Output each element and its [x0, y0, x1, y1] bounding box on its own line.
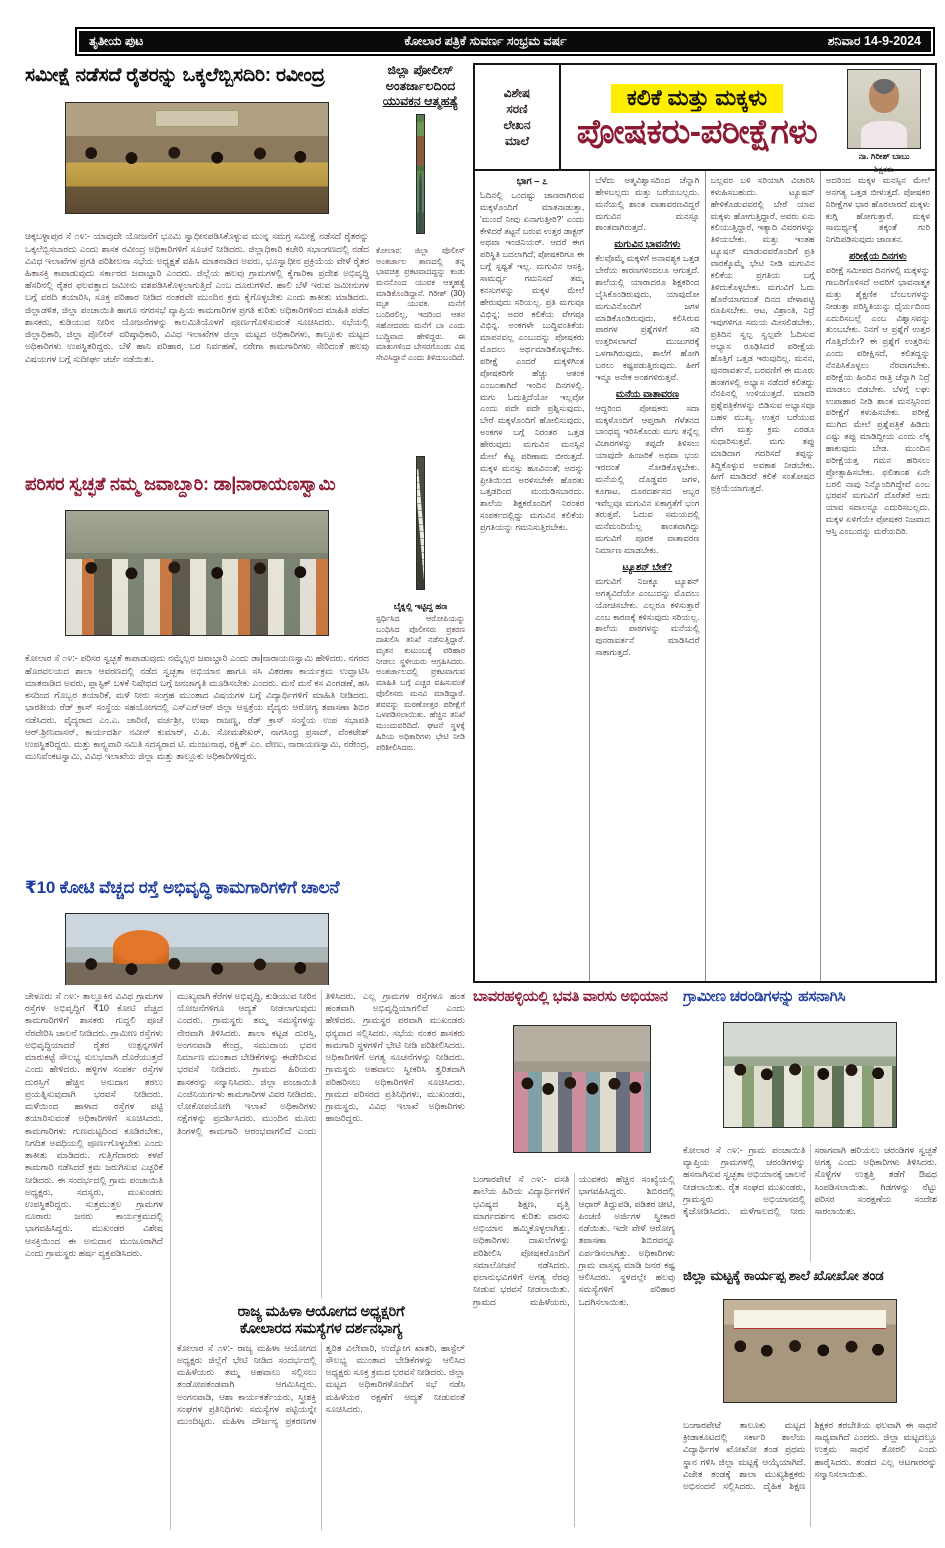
women-body: ಕೋಲಾರ ಸೆ ೧೪:- ರಾಜ್ಯ ಮಹಿಳಾ ಆಯೋಗದ ಅಧ್ಯಕ್ಷರು ಜಿಲ್ಲೆಗೆ ಭೇಟಿ ನೀಡಿದ ಸಂದರ್ಭದಲ್ಲಿ ಮಹಿಳೆಯರು ತಮ್ಮ ಅಹವಾಲು ಸಲ್ಲಿಸಲು ತಂಡೋಪತಂಡವಾಗಿ ಆಗಮಿಸಿದ್ದರು. ಅಂಗನವಾಡಿ, ಆಶಾ ಕಾರ್ಯಕರ್ತೆಯರು, ಸ್ತ್ರೀಶಕ್ತಿ ಸಂಘಗಳ ಪ್ರತಿನಿಧಿಗಳು ಸಮಸ್ಯೆಗಳ ಪಟ್ಟಿಯನ್ನೇ ಮುಂದಿಟ್ಟರು. ಮಹಿಳಾ ದೌರ್ಜನ್ಯ ಪ್ರಕರಣಗಳ ತ್ವರಿತ ವಿಲೇವಾರಿ, ಉದ್ಯೋಗ ಖಾತರಿ, ಹಾಸ್ಟೆಲ್ ಸೌಲಭ್ಯ ಮುಂತಾದ ಬೇಡಿಕೆಗಳನ್ನು ಆಲಿಸಿದ ಅಧ್ಯಕ್ಷರು ಸೂಕ್ತ ಕ್ರಮದ ಭರವಸೆ ನೀಡಿದರು. ಜಿಲ್ಲಾ ಮಟ್ಟದ ಅಧಿಕಾರಿಗಳೊಂದಿಗೆ ಸಭೆ ನಡೆಸಿ ಮಹಿಳೆಯರ ರಕ್ಷಣೆಗೆ ಆದ್ಯತೆ ನೀಡುವಂತೆ ಸೂಚಿಸಿದರು.: [177, 1342, 465, 1427]
series-subhead-home-environment: ಮನೆಯ ವಾತಾವರಣ: [615, 388, 679, 400]
left-zone: [25, 63, 465, 1530]
main-left-column: [25, 63, 369, 985]
masthead-bar: [79, 31, 931, 52]
series-author-role: ಶಿಕ್ಷಕರು: [873, 164, 895, 175]
article-bhavarahalli: [473, 989, 675, 1527]
roads-body-col1: ಚೇಳೂರು ಸೆ ೧೪:- ತಾಲ್ಲೂಕಿನ ವಿವಿಧ ಗ್ರಾಮಗಳ ರಸ್ತೆಗಳ ಅಭಿವೃದ್ಧಿಗೆ ₹10 ಕೋಟಿ ವೆಚ್ಚದ ಕಾಮಗಾರಿಗಳಿಗೆ ಶಾಸಕರು ಗುದ್ದಲಿ ಪೂಜೆ ನೆರವೇರಿಸಿ ಚಾಲನೆ ನೀಡಿದರು. ಗ್ರಾಮೀಣ ರಸ್ತೆಗಳು ಅಭಿವೃದ್ಧಿಯಾದರೆ ರೈತರ ಉತ್ಪನ್ನಗಳಿಗೆ ಮಾರುಕಟ್ಟೆ ಸೌಲಭ್ಯ ಸುಲಭವಾಗಿ ದೊರೆಯುತ್ತದೆ ಎಂದು ಹೇಳಿದರು. ಹಳ್ಳಿಗಳ ಸಂಪರ್ಕ ರಸ್ತೆಗಳ ದುರಸ್ತಿಗೆ ಹೆಚ್ಚಿನ ಅನುದಾನ ತರಲು ಪ್ರಯತ್ನಿಸುವುದಾಗಿ ಭರವಸೆ ನೀಡಿದರು. ಮಳೆಯಿಂದ ಹಾಳಾದ ರಸ್ತೆಗಳ ಪಟ್ಟಿ ತಯಾರಿಸುವಂತೆ ಅಧಿಕಾರಿಗಳಿಗೆ ಸೂಚಿಸಿದರು. ಕಾಮಗಾರಿಗಳು ಗುಣಮಟ್ಟದಿಂದ ಕೂಡಿರಬೇಕು, ನಿಗದಿತ ಅವಧಿಯಲ್ಲಿ ಪೂರ್ಣಗೊಳ್ಳಬೇಕು ಎಂದು ತಾಕೀತು ಮಾಡಿದರು. ಗುತ್ತಿಗೆದಾರರು ಕಳಪೆ ಕಾಮಗಾರಿ ನಡೆಸಿದರೆ ಕ್ರಮ ಜರುಗಿಸುವ ಎಚ್ಚರಿಕೆ ನೀಡಿದರು. ಈ ಸಂದರ್ಭದಲ್ಲಿ ಗ್ರಾಮ ಪಂಚಾಯಿತಿ ಅಧ್ಯಕ್ಷರು, ಸದಸ್ಯರು, ಮುಖಂಡರು ಉಪಸ್ಥಿತರಿದ್ದರು. ಸುತ್ತಮುತ್ತಲ ಗ್ರಾಮಗಳ ನೂರಾರು ಜನರು ಕಾರ್ಯಕ್ರಮದಲ್ಲಿ ಭಾಗವಹಿಸಿದ್ದರು. ಮುಖಂಡರ ವಿಶೇಷ ಆಸಕ್ತಿಯಿಂದ ಈ ಅನುದಾನ ಮಂಜೂರಾಗಿದೆ ಎಂದು ಗ್ರಾಮಸ್ಥರು ಹರ್ಷ ವ್ಯಕ್ತಪಡಿಸಿದರು.: [25, 991, 163, 1258]
bhavarahalli-headline: ಬಾವರಹಳ್ಳಿಯಲ್ಲಿ ಭವತಿ ವಾರಸು ಅಭಿಯಾನ: [473, 989, 668, 1005]
article-khokho: [683, 1268, 937, 1527]
masthead-date: ಶನಿವಾರ 14-9-2024: [827, 34, 921, 48]
bhavarahalli-photo: [513, 1025, 651, 1153]
roads-body-cols23: ಮುಖ್ಯವಾಗಿ ಕೆರೆಗಳ ಅಭಿವೃದ್ಧಿ, ಕುಡಿಯುವ ನೀರಿನ ಯೋಜನೆಗಳಿಗೂ ಆದ್ಯತೆ ನೀಡಲಾಗುವುದು ಎಂದರು. ಗ್ರಾಮಸ್ಥರು ತಮ್ಮ ಸಮಸ್ಯೆಗಳನ್ನು ನೇರವಾಗಿ ತಿಳಿಸಿದರು. ಶಾಲಾ ಕಟ್ಟಡ ದುರಸ್ತಿ, ಅಂಗನವಾಡಿ ಕೇಂದ್ರ, ಸಮುದಾಯ ಭವನ ನಿರ್ಮಾಣ ಮುಂತಾದ ಬೇಡಿಕೆಗಳನ್ನು ಈಡೇರಿಸುವ ಭರವಸೆ ನೀಡಿದರು. ಗ್ರಾಮದ ಹಿರಿಯರು ಶಾಸಕರನ್ನು ಸನ್ಮಾನಿಸಿದರು. ಜಿಲ್ಲಾ ಪಂಚಾಯಿತಿ ಎಂಜಿನಿಯರ್ಗಳು ಕಾಮಗಾರಿಗಳ ವಿವರ ನೀಡಿದರು. ಲೋಕೋಪಯೋಗಿ ಇಲಾಖೆ ಅಧಿಕಾರಿಗಳು ನಕ್ಷೆಗಳನ್ನು ಪ್ರದರ್ಶಿಸಿದರು. ಮುಂದಿನ ಮೂರು ತಿಂಗಳಲ್ಲಿ ಕಾಮಗಾರಿ ಆರಂಭವಾಗಲಿದೆ ಎಂದು ತಿಳಿಸಿದರು. ಎಲ್ಲ ಗ್ರಾಮಗಳ ರಸ್ತೆಗಳೂ ಹಂತ ಹಂತವಾಗಿ ಅಭಿವೃದ್ಧಿಯಾಗಲಿವೆ ಎಂದು ಹೇಳಿದರು. ಗ್ರಾಮಸ್ಥರ ಪರವಾಗಿ ಮುಖಂಡರು ಧನ್ಯವಾದ ಸಲ್ಲಿಸಿದರು. ಸಭೆಯ ನಂತರ ಶಾಸಕರು ಕಾಮಗಾರಿ ಸ್ಥಳಗಳಿಗೆ ಭೇಟಿ ನೀಡಿ ಪರಿಶೀಲಿಸಿದರು. ಅಧಿಕಾರಿಗಳಿಗೆ ಅಗತ್ಯ ಸೂಚನೆಗಳನ್ನು ನೀಡಿದರು. ಗ್ರಾಮಸ್ಥರು ಅಹವಾಲು ಸ್ವೀಕರಿಸಿ ತ್ವರಿತವಾಗಿ ಪರಿಹರಿಸಲು ಅಧಿಕಾರಿಗಳಿಗೆ ಸೂಚಿಸಿದರು. ಗ್ರಾಮದ ಪರಿಸರದ ಪ್ರತಿನಿಧಿಗಳು, ಮುಖಂಡರು, ಗ್ರಾಮಸ್ಥರು, ವಿವಿಧ ಇಲಾಖೆ ಅಧಿಕಾರಿಗಳು ಹಾಜರಿದ್ದರು.: [177, 991, 465, 1136]
women-headline-line2: ಕೋಲಾರದ ಸಮಸ್ಯೆಗಳ ದರ್ಶನಭಾಗ್ಯ: [239, 1321, 403, 1338]
roads-headline: ₹10 ಕೋಟಿ ವೆಚ್ಚದ ರಸ್ತೆ ಅಭಿವೃದ್ಧಿ ಕಾಮಗಾರಿಗಳಿಗೆ ಚಾಲನೆ: [25, 878, 340, 898]
bhavarahalli-photo-row: [473, 1009, 675, 1169]
police-headline: [376, 63, 465, 110]
series-subhead-child-feelings: ಮಗುವಿನ ಭಾವನೆಗಳು: [614, 239, 681, 251]
police-column: [376, 63, 465, 985]
series-part-label: ಭಾಗ – ೭: [516, 176, 548, 187]
series-header: [475, 65, 935, 175]
series-col2-text-d: ಮಗುವಿಗೆ ನಿಜಕ್ಕೂ ಟ್ಯೂಶನ್ ಅಗತ್ಯವಿದೆಯೇ ಎಂಬುದನ್ನು ಮೊದಲು ಯೋಚಿಸಬೇಕು. ಎಲ್ಲರೂ ಕಳಿಸುತ್ತಾರೆ ಎಂಬ ಕಾರಣಕ್ಕೆ ಕಳಿಸುವುದು ಸರಿಯಲ್ಲ. ಶಾಲೆಯ ಪಾಠಗಳನ್ನು ಮನೆಯಲ್ಲಿ ಪುನರಾವರ್ತನೆ ಮಾಡಿಸಿದರೆ ಸಾಕಾಗುತ್ತದೆ.: [595, 575, 700, 658]
series-subhead-exam-days: ಪರೀಕ್ಷೆಯ ದಿನಗಳು: [849, 251, 907, 263]
article-drains: [683, 989, 937, 1262]
police-body-1: ಕೋಲಾರ: ಜಿಲ್ಲಾ ಪೊಲೀಸ್ ಅಂತರ್ಜಾಲ ತಾಣದಲ್ಲಿ ತನ್ನ ಭಾವಚಿತ್ರ ಪ್ರಕಟವಾದದ್ದನ್ನು ಕಂಡು ಮನನೊಂದ ಯುವಕ ಆತ್ಮಹತ್ಯೆ ಮಾಡಿಕೊಂಡಿದ್ದಾನೆ. ಗಿರೀಶ್ (30) ಮೃತ ಯುವಕ. ಮನೆಗೆ ಬಂದಿರಲಿಲ್ಲ, ಇದರಿಂದ ಆತನ ಸಹೋದರರು ಮನೆಗೆ ಬಾ ಎಂದು ಬುದ್ಧಿವಾದ ಹೇಳಿದ್ದರು. ಈ ಮಾತುಗಳಿಂದ ಬೇಸರಗೊಂಡು ವಿಷ ಸೇವಿಸಿದ್ದಾನೆ ಎಂದು ತಿಳಿದುಬಂದಿದೆ.: [376, 245, 465, 363]
series-col1-text: ಓದಿನಲ್ಲಿ ಒಂದಷ್ಟು ಜಾಣರಾಗಿರುವ ಮಕ್ಕಳೊಂದಿಗೆ ಮಾತನಾಡುತ್ತಾ, 'ಮುಂದೆ ನೀವು ಏನಾಗುತ್ತೀರಿ?' ಎಂದು ಕೇಳಿದರೆ ತಟ್ಟನೆ ಬರುವ ಉತ್ತರ ಡಾಕ್ಟರ್ ಅಥವಾ ಇಂಜಿನಿಯರ್. ಆದರೆ ಈಗ ಪರಿಸ್ಥಿತಿ ಬದಲಾಗಿದೆ; ಪೋಷಕರಿಗೂ ಈ ಬಗ್ಗೆ ಸ್ಪಷ್ಟತೆ ಇಲ್ಲ. ಮಗುವಿನ ಆಸಕ್ತಿ, ಸಾಮರ್ಥ್ಯ ಗಮನಿಸದೆ ತಮ್ಮ ಕನಸುಗಳನ್ನು ಮಕ್ಕಳ ಮೇಲೆ ಹೇರುವುದು ಸರಿಯಲ್ಲ. ಪ್ರತಿ ಮಗುವೂ ವಿಭಿನ್ನ; ಅದರ ಕಲಿಕೆಯ ವೇಗವೂ ವಿಭಿನ್ನ. ಅಂಕಗಳೇ ಬುದ್ಧಿವಂತಿಕೆಯ ಮಾಪನವಲ್ಲ ಎಂಬುದನ್ನು ಪೋಷಕರು ಮೊದಲು ಅರ್ಥಮಾಡಿಕೊಳ್ಳಬೇಕು. ಪರೀಕ್ಷೆ ಎಂದರೆ ಮಕ್ಕಳಿಗಿಂತ ಪೋಷಕರಿಗೇ ಹೆಚ್ಚು ಆತಂಕ ಎಂಬಂತಾಗಿದೆ ಇಂದಿನ ದಿನಗಳಲ್ಲಿ. ಮಗು ಓದುತ್ತಿದೆಯೋ ಇಲ್ಲವೋ ಎಂದು ಪದೇ ಪದೇ ಪ್ರಶ್ನಿಸುವುದು, ಬೇರೆ ಮಕ್ಕಳೊಂದಿಗೆ ಹೋಲಿಸುವುದು, ಅಂಕಗಳ ಬಗ್ಗೆ ನಿರಂತರ ಒತ್ತಡ ಹೇರುವುದು ಮಗುವಿನ ಮನಸ್ಸಿನ ಮೇಲೆ ಕೆಟ್ಟ ಪರಿಣಾಮ ಬೀರುತ್ತದೆ. ಮಕ್ಕಳ ಮನಸ್ಸು ಹೂವಿನಂತೆ; ಅದನ್ನು ಪ್ರೀತಿಯಿಂದ ಅರಳಿಸಬೇಕೇ ಹೊರತು ಒತ್ತಡದಿಂದ ಮುದುಡಿಸಬಾರದು. ಶಾಲೆಯ ಶಿಕ್ಷಕರೊಂದಿಗೆ ನಿರಂತರ ಸಂಪರ್ಕದಲ್ಲಿದ್ದು ಮಗುವಿನ ಕಲಿಕೆಯ ಪ್ರಗತಿಯನ್ನು ಗಮನಿಸುತ್ತಿರಬೇಕು.: [480, 190, 585, 533]
bhavarahalli-body: ಬಂಗಾರಪೇಟೆ ಸೆ ೧೪:- ವಸತಿ ಶಾಲೆಯ ಹಿರಿಯ ವಿದ್ಯಾರ್ಥಿಗಳಿಗೆ ಭವಿಷ್ಯದ ಶಿಕ್ಷಣ, ವೃತ್ತಿ ಮಾರ್ಗದರ್ಶನ ಕುರಿತು ವಾರಸು ಅಭಿಯಾನ ಹಮ್ಮಿಕೊಳ್ಳಲಾಗಿತ್ತು. ಅಧಿಕಾರಿಗಳು ದಾಖಲೆಗಳನ್ನು ಪರಿಶೀಲಿಸಿ ಪೋಷಕರೊಂದಿಗೆ ಸಮಾಲೋಚನೆ ನಡೆಸಿದರು. ಫಲಾನುಭವಿಗಳಿಗೆ ಅಗತ್ಯ ನೆರವು ನೀಡುವ ಭರವಸೆ ನೀಡಲಾಯಿತು. ಗ್ರಾಮದ ಮಹಿಳೆಯರು, ಯುವಕರು ಹೆಚ್ಚಿನ ಸಂಖ್ಯೆಯಲ್ಲಿ ಭಾಗವಹಿಸಿದ್ದರು. ಶಿಬಿರದಲ್ಲಿ ಆಧಾರ್ ತಿದ್ದುಪಡಿ, ಪಡಿತರ ಚೀಟಿ, ಪಿಂಚಣಿ ಅರ್ಜಿಗಳ ಸ್ವೀಕಾರ ನಡೆಯಿತು. ಇದೇ ವೇಳೆ ಆರೋಗ್ಯ ತಪಾಸಣಾ ಶಿಬಿರವನ್ನೂ ಏರ್ಪಡಿಸಲಾಗಿತ್ತು. ಅಧಿಕಾರಿಗಳು ಗ್ರಾಮ ವಾಸ್ತವ್ಯ ಮಾಡಿ ಜನರ ಕಷ್ಟ ಆಲಿಸಿದರು. ಸ್ಥಳದಲ್ಲೇ ಹಲವು ಸಮಸ್ಯೆಗಳಿಗೆ ಪರಿಹಾರ ಒದಗಿಸಲಾಯಿತು.: [473, 1174, 675, 1307]
right-bottom-right: [683, 989, 937, 1527]
environment-body: ಕೋಲಾರ ಸೆ ೧೪:- ಪರಿಸರ ಸ್ವಚ್ಛತೆ ಕಾಪಾಡುವುದು ನಮ್ಮೆಲ್ಲರ ಜವಾಬ್ದಾರಿ ಎಂದು ಡಾ|ನಾರಾಯಣಸ್ವಾಮಿ ಹೇಳಿದರು. ನಗರದ ಹೊರವಲಯದ ಶಾಲಾ ಆವರಣದಲ್ಲಿ ನಡೆದ ಸ್ವಚ್ಛತಾ ಅಭಿಯಾನ ಹಾಗೂ ಸಸಿ ವಿತರಣಾ ಕಾರ್ಯಕ್ರಮ ಉದ್ಘಾಟಿಸಿ ಮಾತನಾಡಿದ ಅವರು, ಪ್ಲಾಸ್ಟಿಕ್ ಬಳಕೆ ನಿಷೇಧದ ಬಗ್ಗೆ ಜನಜಾಗೃತಿ ಮೂಡಿಸಬೇಕು ಎಂದರು. ಮನೆ ಮನೆ ಕಸ ವಿಂಗಡಣೆ, ಹಸಿ ಕಸದಿಂದ ಗೊಬ್ಬರ ತಯಾರಿಕೆ, ಮಳೆ ನೀರು ಸಂಗ್ರಹ ಮುಂತಾದ ವಿಷಯಗಳ ಬಗ್ಗೆ ವಿದ್ಯಾರ್ಥಿಗಳಿಗೆ ಮಾಹಿತಿ ನೀಡಿದರು. ಭಾರತೀಯ ರೆಡ್ ಕ್ರಾಸ್ ಸಂಸ್ಥೆಯ ಸಹಯೋಗದಲ್ಲಿ ಎಸ್ಎನ್ಆರ್ ಜಿಲ್ಲಾ ಆಸ್ಪತ್ರೆಯ ವೈದ್ಯರು ಆರೋಗ್ಯ ತಪಾಸಣಾ ಶಿಬಿರ ನಡೆಸಿದರು. ವೈದ್ಯರಾದ ಎಂ.ಎ. ಚಾರಿಣಿ, ವರ್ಚಶ್ರೀ, ಉಷಾ ರಾಜಣ್ಣ, ರೆಡ್ ಕ್ರಾಸ್ ಸಂಸ್ಥೆಯ ಉಪ ಸಭಾಪತಿ ಆರ್.ಶ್ರೀನಿವಾಸನ್, ಕಾರ್ಯದರ್ಶಿ ನವೀನ್ ಕುಮಾರ್, ವಿ.ಪಿ. ಸೋಮಶೇಖರ್, ನಾಗಸಿಂಧ್ರ ಪ್ರಸಾದ್, ವೆಂಕಟೇಶ್ ಉಪಸ್ಥಿತರಿದ್ದರು. ಮತ್ತು ಕಾನ್ಸ್ಟವಾರಿ ಸಮಿತಿ ಸದಸ್ಯರಾದ ಟಿ. ಮಂಜುನಾಥ, ರಕ್ಷಿತ್ ಎಂ. ವೇಣು, ನಾರಾಯಣಸ್ವಾಮಿ, ನರೇಂದ್ರ, ಮುನಿವೆಂಕಟಸ್ವಾಮಿ, ವಿವಿಧ ಇಲಾಖೆಯ ಜಿಲ್ಲಾ ಮತ್ತು ತಾಲ್ಲೂಕು ಅಧಿಕಾರಿಗಳಿದ್ದರು.: [25, 653, 369, 762]
women-headline: [177, 1304, 465, 1339]
police-photo-caption: ಬೈಕ್ನಲ್ಲಿ ಇಟ್ಟಿದ್ದ ಹಣ: [393, 600, 448, 611]
left-bottom-row: [25, 990, 465, 1530]
drains-photo: [723, 1022, 897, 1128]
drains-headline: ಗ್ರಾಮೀಣ ಚರಂಡಿಗಳನ್ನು ಹಸನಾಗಿಸಿ: [683, 989, 846, 1005]
series-article: [473, 63, 937, 983]
series-col-4: [821, 171, 935, 981]
series-tag-line: ಸರಣಿ: [506, 101, 528, 116]
police-document-photo: [416, 456, 425, 590]
series-col-1: [475, 171, 590, 981]
series-kicker: ಕಲಿಕೆ ಮತ್ತು ಮಕ್ಕಳು: [611, 84, 783, 112]
environment-photo: [65, 510, 329, 636]
series-col2-text-c: ಆದ್ದರಿಂದ ಪೋಷಕರು ಸದಾ ಮಕ್ಕಳೊಂದಿಗೆ ಆಪ್ತರಾಗಿ ಗೆಳೆತನದ ಬಾಂಧವ್ಯ ಇರಿಸಿಕೊಂಡು ಮಗು ತನ್ನೆಲ್ಲ ವಿಚಾರಗಳನ್ನು ತಪ್ಪದೇ ತಿಳಿಸಲು ಯಾವುದೇ ಹಿಂಜರಿಕೆ ಅಥವಾ ಭಯ ಇರದಂತೆ ನೋಡಿಕೊಳ್ಳಬೇಕು. ಮನೆಯಲ್ಲಿ ದೊಡ್ಡವರ ಜಗಳ, ಕೂಗಾಟ, ದೂರದರ್ಶನದ ಅಬ್ಬರ ಇವೆಲ್ಲವೂ ಮಗುವಿನ ಏಕಾಗ್ರತೆಗೆ ಭಂಗ ತರುತ್ತವೆ. ಓದುವ ಸಮಯದಲ್ಲಿ ಮನೆಮಂದಿಯೆಲ್ಲ ಶಾಂತವಾಗಿದ್ದು ಮಗುವಿಗೆ ಪೂರಕ ವಾತಾವರಣ ನಿರ್ಮಾಣ ಮಾಡಬೇಕು.: [595, 402, 700, 556]
article-roads-top: [25, 878, 369, 985]
article-survey: [25, 65, 369, 467]
series-col4-text-a: ಅದರಿಂದ ಮಕ್ಕಳ ಮನಸ್ಸಿನ ಮೇಲೆ ಅನಗತ್ಯ ಒತ್ತಡ ಬೀಳುತ್ತದೆ. ಪೋಷಕರ ನಿರೀಕ್ಷೆಗಳ ಭಾರ ಹೊರಲಾರದೆ ಮಕ್ಕಳು ಕುಗ್ಗಿ ಹೋಗುತ್ತಾರೆ. ಮಕ್ಕಳ ಸಾಮರ್ಥ್ಯಕ್ಕೆ ತಕ್ಕಂತೆ ಗುರಿ ನಿಗದಿಪಡಿಸುವುದು ಜಾಣತನ.: [825, 175, 930, 245]
right-zone: [473, 63, 937, 1530]
masthead: [75, 27, 935, 56]
khokho-body: ಬಂಗಾರಪೇಟೆ ತಾಲೂಕು ಮಟ್ಟದ ಕ್ರೀಡಾಕೂಟದಲ್ಲಿ ಸರ್ಕಾರಿ ಶಾಲೆಯ ವಿದ್ಯಾರ್ಥಿಗಳ ಖೋಖೋ ತಂಡ ಪ್ರಥಮ ಸ್ಥಾನ ಗಳಿಸಿ ಜಿಲ್ಲಾ ಮಟ್ಟಕ್ಕೆ ಆಯ್ಕೆಯಾಗಿದೆ. ವಿಜೇತ ತಂಡಕ್ಕೆ ಶಾಲಾ ಮುಖ್ಯಶಿಕ್ಷಕರು ಅಭಿನಂದನೆ ಸಲ್ಲಿಸಿದರು. ದೈಹಿಕ ಶಿಕ್ಷಣ ಶಿಕ್ಷಕರ ತರಬೇತಿಯ ಫಲವಾಗಿ ಈ ಸಾಧನೆ ಸಾಧ್ಯವಾಗಿದೆ ಎಂದರು. ಜಿಲ್ಲಾ ಮಟ್ಟದಲ್ಲೂ ಉತ್ತಮ ಸಾಧನೆ ತೋರಲಿ ಎಂದು ಹಾರೈಸಿದರು. ತಂಡದ ಎಲ್ಲ ಆಟಗಾರರನ್ನು ಸನ್ಮಾನಿಸಲಾಯಿತು.: [683, 1419, 937, 1492]
series-col-3: [706, 171, 821, 981]
series-subhead-tuition: ಟ್ಯೂಶನ್ ಬೇಕೆ?: [622, 561, 673, 573]
series-col4-text-b: ಪರೀಕ್ಷೆ ಸಮೀಪದ ದಿನಗಳಲ್ಲಿ ಮಕ್ಕಳನ್ನು ಗಾಬರಿಗೊಳಿಸದೆ ಅವರಿಗೆ ಭಾವನಾತ್ಮಕ ಮತ್ತು ಶೈಕ್ಷಣಿಕ ಬೆಂಬಲಗಳನ್ನು ನೀಡುತ್ತಾ ಪರಿಸ್ಥಿತಿಯನ್ನು ಧೈರ್ಯದಿಂದ ಎದುರಿಸಬಲ್ಲೆ ಎಂಬ ವಿಶ್ವಾಸವನ್ನು ತುಂಬಬೇಕು. ನಿನಗೆ ಆ ಪ್ರಶ್ನೆಗೆ ಉತ್ತರ ಗೊತ್ತಿದೆಯೇ? ಈ ಪ್ರಶ್ನೆಗೆ ಉತ್ತರಿಸು ಎಂದು ಪರೀಕ್ಷಿಸದೆ, ಕಲಿತದ್ದನ್ನು ನೆನಪಿಸಿಕೊಳ್ಳಲು ನೆರವಾಗಬೇಕು. ಪರೀಕ್ಷೆಯ ಹಿಂದಿನ ರಾತ್ರಿ ಚೆನ್ನಾಗಿ ನಿದ್ರೆ ಮಾಡಲು ಬಿಡಬೇಕು. ಬೆಳಗ್ಗೆ ಲಘು ಉಪಾಹಾರ ನೀಡಿ ಶಾಂತ ಮನಸ್ಸಿನಿಂದ ಪರೀಕ್ಷೆಗೆ ಕಳುಹಿಸಬೇಕು. ಪರೀಕ್ಷೆ ಮುಗಿದ ಮೇಲೆ ಪ್ರಶ್ನೆಪತ್ರಿಕೆ ಹಿಡಿದು ಎಷ್ಟು ತಪ್ಪು ಮಾಡಿದ್ದೀಯ ಎಂದು ಲೆಕ್ಕ ಹಾಕುವುದು ಬೇಡ. ಮುಂದಿನ ಪರೀಕ್ಷೆಯತ್ತ ಗಮನ ಹರಿಸಲು ಪ್ರೋತ್ಸಾಹಿಸಬೇಕು. ಫಲಿತಾಂಶ ಏನೇ ಬರಲಿ ನಾವು ನಿನ್ನೊಂದಿಗಿದ್ದೇವೆ ಎಂಬ ಭರವಸೆ ಮಗುವಿಗೆ ದೊರೆತರೆ ಅದು ಯಾವ ಸವಾಲನ್ನೂ ಎದುರಿಸಬಲ್ಲದು. ಮಕ್ಕಳ ಏಳಿಗೆಯೇ ಪೋಷಕರ ನಿಜವಾದ ಆಸ್ತಿ ಎಂಬುದನ್ನು ಮರೆಯದಿರಿ.: [825, 265, 930, 537]
article-environment: [25, 474, 369, 871]
series-header-middle: [561, 65, 833, 169]
women-headline-line1: ರಾಜ್ಯ ಮಹಿಳಾ ಆಯೋಗದ ಅಧ್ಯಕ್ಷರಿಗೆ: [237, 1304, 405, 1320]
page-content: [0, 63, 945, 1536]
series-tag-box: [475, 65, 561, 169]
series-author-photo: [847, 69, 921, 149]
series-col-2: [590, 171, 705, 981]
right-bottom-row: [473, 989, 937, 1527]
khokho-photo: [723, 1299, 897, 1403]
survey-headline: ಸಮೀಕ್ಷೆ ನಡೆಸದೆ ರೈತರನ್ನು ಒಕ್ಕಲೆಬ್ಬಿಸದಿರಿ: ರವೀಂದ್ರ: [25, 65, 325, 86]
series-col3-text: ಬಲ್ಲವರ ಬಳಿ ಸರಿಯಾಗಿ ವಿಚಾರಿಸಿ ಕಳುಹಿಸಬಹುದು. ಟ್ಯೂಷನ್ ಹೇಳಿಕೊಡುವವರಲ್ಲಿ ಬೇರೆ ಯಾವ ಮಕ್ಕಳು ಹೋಗುತ್ತಿದ್ದಾರೆ, ಅವರು ಏನು ಕಲಿಯುತ್ತಿದ್ದಾರೆ, ಇತ್ಯಾದಿ ವಿವರಗಳನ್ನು ತಿಳಿಯಬೇಕು. ಮತ್ತು ಇಂತಹ ಟ್ಯೂಷನ್ ಮಾಡುವವರೊಂದಿಗೆ ಪ್ರತಿ ವಾರಕ್ಕೊಮ್ಮೆ ಭೇಟಿ ನೀಡಿ ಮಗುವಿನ ಕಲಿಕೆಯ ಪ್ರಗತಿಯ ಬಗ್ಗೆ ತಿಳಿದುಕೊಳ್ಳಬೇಕು. ಮಗುವಿಗೆ ಓದು ಹೊರೆಯಾಗದಂತೆ ದಿನದ ವೇಳಾಪಟ್ಟಿ ರೂಪಿಸಬೇಕು. ಆಟ, ವಿಶ್ರಾಂತಿ, ನಿದ್ರೆ ಇವುಗಳಿಗೂ ಸಮಯ ಮೀಸಲಿಡಬೇಕು. ಪ್ರತಿದಿನ ಸ್ವಲ್ಪ ಸ್ವಲ್ಪವೇ ಓದಿಸುವ ಅಭ್ಯಾಸ ರೂಢಿಸಿದರೆ ಪರೀಕ್ಷೆಯ ಹೊತ್ತಿಗೆ ಒತ್ತಡ ಇರುವುದಿಲ್ಲ. ಮನನ, ಪುನರಾವರ್ತನೆ, ಬರವಣಿಗೆ ಈ ಮೂರು ಹಂತಗಳಲ್ಲಿ ಅಭ್ಯಾಸ ನಡೆದರೆ ಕಲಿತದ್ದು ನೆನಪಿನಲ್ಲಿ ಉಳಿಯುತ್ತದೆ. ಮಾದರಿ ಪ್ರಶ್ನೆಪತ್ರಿಕೆಗಳನ್ನು ಬಿಡಿಸುವ ಅಭ್ಯಾಸವೂ ಬಹಳ ಮುಖ್ಯ. ಉತ್ತರ ಬರೆಯುವ ವೇಗ ಮತ್ತು ಕ್ರಮ ಎರಡೂ ಸುಧಾರಿಸುತ್ತವೆ. ಮಗು ತಪ್ಪು ಮಾಡಿದಾಗ ಗದರಿಸದೆ ತಪ್ಪನ್ನು ತಿದ್ದಿಕೊಳ್ಳುವ ಅವಕಾಶ ನೀಡಬೇಕು. ಹೀಗೆ ಮಾಡಿದರೆ ಕಲಿಕೆ ಸಂತೋಷದ ಪ್ರಕ್ರಿಯೆಯಾಗುತ್ತದೆ.: [710, 175, 815, 494]
series-author-name: ನಾ. ಗಿರೀಶ್ ಬಾಬು: [858, 151, 910, 161]
police-body-2: ಸ್ಪರ್ಧಿಸಿದ ಆರೋಪಿಯನ್ನು ಬಂಧಿಸಿದ ಪೊಲೀಸರು ಪ್ರಕರಣ ದಾಖಲಿಸಿ ತನಿಖೆ ನಡೆಸುತ್ತಿದ್ದಾರೆ. ಮೃತನ ಕುಟುಂಬಕ್ಕೆ ಪರಿಹಾರ ನೀಡಲು ಸ್ಥಳೀಯರು ಆಗ್ರಹಿಸಿದರು. ಅಂತರ್ಜಾಲದಲ್ಲಿ ಪ್ರಕಟವಾಗುವ ಮಾಹಿತಿ ಬಗ್ಗೆ ಎಚ್ಚರ ವಹಿಸುವಂತೆ ಪೊಲೀಸರು ಮನವಿ ಮಾಡಿದ್ದಾರೆ. ಶವವನ್ನು ಮರಣೋತ್ತರ ಪರೀಕ್ಷೆಗೆ ಒಳಪಡಿಸಲಾಯಿತು. ಹೆಚ್ಚಿನ ತನಿಖೆ ಮುಂದುವರಿದಿದೆ. ಘಟನೆ ಸ್ಥಳಕ್ಕೆ ಹಿರಿಯ ಅಧಿಕಾರಿಗಳು ಭೇಟಿ ನೀಡಿ ಪರಿಶೀಲಿಸಿದರು.: [376, 613, 465, 752]
police-headline-line2: ಅಂತರ್ಜಾಲದಿಂದ: [385, 78, 456, 93]
left-bottom-rest: [170, 990, 465, 1530]
series-columns: [475, 171, 935, 981]
khokho-headline: ಜಿಲ್ಲಾ ಮಟ್ಟಕ್ಕೆ ಕಾರ್ಯಪ್ಪ ಶಾಲೆ ಖೋಖೋ ತಂಡ: [683, 1267, 884, 1283]
series-title: ಪೋಷಕರು-ಪರೀಕ್ಷೆಗಳು: [576, 112, 818, 151]
series-author-box: [833, 65, 935, 175]
masthead-edition: ತೃತೀಯ ಪುಟ: [89, 34, 144, 48]
police-youth-photo: [416, 114, 425, 234]
masthead-title: ಕೋಲಾರ ಪತ್ರಿಕೆ ಸುವರ್ಣ ಸಂಭ್ರಮ ವರ್ಷ: [404, 34, 567, 48]
series-tag-line: ವಿಶೇಷ: [503, 85, 531, 100]
left-top-row: [25, 63, 465, 985]
environment-headline: ಪರಿಸರ ಸ್ವಚ್ಛತೆ ನಮ್ಮ ಜವಾಬ್ದಾರಿ: ಡಾ|ನಾರಾಯಣಸ್ವಾಮಿ: [25, 474, 336, 495]
series-tag-line: ಮಾಲೆ: [505, 133, 529, 148]
drains-body: ಕೋಲಾರ ಸೆ ೧೪:- ಗ್ರಾಮ ಪಂಚಾಯಿತಿ ವ್ಯಾಪ್ತಿಯ ಗ್ರಾಮಗಳಲ್ಲಿ ಚರಂಡಿಗಳನ್ನು ಹಸನಾಗಿಸುವ ಸ್ವಚ್ಛತಾ ಅಭಿಯಾನಕ್ಕೆ ಚಾಲನೆ ನೀಡಲಾಯಿತು. ರೈತ ಸಂಘದ ಮುಖಂಡರು, ಗ್ರಾಮಸ್ಥರು ಅಭಿಯಾನದಲ್ಲಿ ಕೈಜೋಡಿಸಿದರು. ಮಳೆಗಾಲದಲ್ಲಿ ನೀರು ಸರಾಗವಾಗಿ ಹರಿಯಲು ಚರಂಡಿಗಳ ಸ್ವಚ್ಛತೆ ಅಗತ್ಯ ಎಂದು ಅಧಿಕಾರಿಗಳು ತಿಳಿಸಿದರು. ಸೊಳ್ಳೆಗಳ ಉತ್ಪತ್ತಿ ತಡೆಗೆ ಔಷಧ ಸಿಂಪಡಿಸಲಾಯಿತು. ಗಿಡಗಳನ್ನು ನೆಟ್ಟು ಪರಿಸರ ಸಂರಕ್ಷಣೆಯ ಸಂದೇಶ ಸಾರಲಾಯಿತು.: [683, 1144, 937, 1216]
series-col2-text-b: ಕೆಲವೊಮ್ಮೆ ಮಕ್ಕಳಿಗೆ ಅನಾವಶ್ಯಕ ಒತ್ತಡ ಬೇರೆಯ ಕಾರಣಗಳಿಂದಲೂ ಆಗುತ್ತದೆ. ಶಾಲೆಯಲ್ಲಿ ಯಾರಾದರೂ ಶಿಕ್ಷಕರಿಂದ ಬೈಸಿಕೊಂಡಿರುವುದು, ಯಾವುದೋ ಮಗುವಿನೊಂದಿಗೆ ಜಗಳ ಮಾಡಿಕೊಂಡಿರುವುದು, ಕಲಿಸಿರುವ ಪಾಠಗಳ ಪ್ರಶ್ನೆಗಳಿಗೆ ಸರಿ ಉತ್ತರಿಸಲಾಗದೆ ಮುಜುಗರಕ್ಕೆ ಒಳಗಾಗಿರುವುದು, ಶಾಲೆಗೆ ಹೋಗಿ ಬರಲು ಕಷ್ಟಪಡುತ್ತಿರುವುದು. ಹೀಗೆ ಇನ್ನೂ ಅನೇಕ ಅಂಶಗಳಿರುತ್ತವೆ.: [595, 253, 700, 382]
survey-meeting-photo: [65, 102, 329, 214]
police-headline-line1: ಜಿಲ್ಲಾ ಪೋಲೀಸ್: [387, 63, 454, 77]
series-tag-line: ಲೇಖನ: [503, 117, 531, 132]
police-headline-line3: ಯುವಕನ ಆತ್ಮಹತ್ಯೆ: [382, 94, 459, 109]
roads-crowd-photo: [65, 913, 329, 985]
series-col2-text-a: ಬೆಳೆದು ಆತ್ಮವಿಶ್ವಾಸದಿಂದ ಚೆನ್ನಾಗಿ ಹೇಳಬಲ್ಲದು ಮತ್ತು ಬರೆಯಬಲ್ಲದು. ಮನೆಯಲ್ಲಿ ಶಾಂತ ವಾತಾವರಣವಿದ್ದರೆ ಮಗುವಿನ ಮನಸ್ಸೂ ಶಾಂತವಾಗಿರುತ್ತದೆ.: [595, 175, 700, 233]
survey-body: ಚಿಕ್ಕಬಳ್ಳಾಪುರ ಸೆ ೧೪:- ಯಾವುದೇ ಯೋಜನೆಗೆ ಭೂಮಿ ಸ್ವಾಧೀನಪಡಿಸಿಕೊಳ್ಳುವ ಮುನ್ನ ಸಮಗ್ರ ಸಮೀಕ್ಷೆ ನಡೆಸದೆ ರೈತರನ್ನು ಒಕ್ಕಲೆಬ್ಬಿಸಬಾರದು ಎಂದು ಶಾಸಕ ರವೀಂದ್ರ ಅಧಿಕಾರಿಗಳಿಗೆ ಸೂಚನೆ ನೀಡಿದರು. ಜಿಲ್ಲಾಧಿಕಾರಿ ಕಚೇರಿ ಸಭಾಂಗಣದಲ್ಲಿ ನಡೆದ ವಿವಿಧ ಇಲಾಖೆಗಳ ಪ್ರಗತಿ ಪರಿಶೀಲನಾ ಸಭೆಯ ಅಧ್ಯಕ್ಷತೆ ವಹಿಸಿ ಮಾತನಾಡಿದ ಅವರು, ಭೂಸ್ವಾಧೀನ ಪ್ರಕ್ರಿಯೆಯ ವೇಳೆ ರೈತರ ಹಿತಾಸಕ್ತಿ ಕಾಪಾಡುವುದು ಸರ್ಕಾರದ ಜವಾಬ್ದಾರಿ ಎಂದರು. ಜಿಲ್ಲೆಯ ಹಲವು ಗ್ರಾಮಗಳಲ್ಲಿ ಕೈಗಾರಿಕಾ ಪ್ರದೇಶ ಅಭಿವೃದ್ಧಿ ಹೆಸರಿನಲ್ಲಿ ರೈತರ ಫಲವತ್ತಾದ ಜಮೀನು ವಶಪಡಿಸಿಕೊಳ್ಳಲಾಗುತ್ತಿದೆ ಎಂಬ ದೂರುಗಳಿವೆ. ಹಾಲಿ ಬೆಳೆ ಇರುವ ಜಮೀನುಗಳ ಬಗ್ಗೆ ವರದಿ ತಯಾರಿಸಿ, ಸೂಕ್ತ ಪರಿಹಾರ ನೀಡಿದ ನಂತರವೇ ಮುಂದಿನ ಕ್ರಮ ಕೈಗೊಳ್ಳಬೇಕು ಎಂದು ತಾಕೀತು ಮಾಡಿದರು. ಜಿಲ್ಲಾಡಳಿತ, ಜಿಲ್ಲಾ ಪಂಚಾಯಿತಿ ಹಾಗೂ ನಗರಸಭೆ ವ್ಯಾಪ್ತಿಯ ಕಾಮಗಾರಿಗಳ ಪ್ರಗತಿ ಕುರಿತು ಅಧಿಕಾರಿಗಳಿಂದ ಮಾಹಿತಿ ಪಡೆದ ಶಾಸಕರು, ಕುಡಿಯುವ ನೀರಿನ ಯೋಜನೆಗಳನ್ನು ಕಾಲಮಿತಿಯೊಳಗೆ ಪೂರ್ಣಗೊಳಿಸುವಂತೆ ಸೂಚಿಸಿದರು. ಸಭೆಯಲ್ಲಿ ಜಿಲ್ಲಾಧಿಕಾರಿ, ಜಿಲ್ಲಾ ಪೊಲೀಸ್ ವರಿಷ್ಠಾಧಿಕಾರಿ, ವಿವಿಧ ಇಲಾಖೆಗಳ ಜಿಲ್ಲಾ ಮಟ್ಟದ ಅಧಿಕಾರಿಗಳು, ತಾಲ್ಲೂಕು ಮಟ್ಟದ ಅಧಿಕಾರಿಗಳು ಉಪಸ್ಥಿತರಿದ್ದರು. ಬೆಳೆ ಹಾನಿ ಪರಿಹಾರ, ಬರ ನಿರ್ವಹಣೆ, ನರೇಗಾ ಕಾಮಗಾರಿಗಳು ಸೇರಿದಂತೆ ಹಲವು ವಿಷಯಗಳ ಬಗ್ಗೆ ಸುದೀರ್ಘ ಚರ್ಚೆ ನಡೆಯಿತು.: [25, 231, 369, 364]
